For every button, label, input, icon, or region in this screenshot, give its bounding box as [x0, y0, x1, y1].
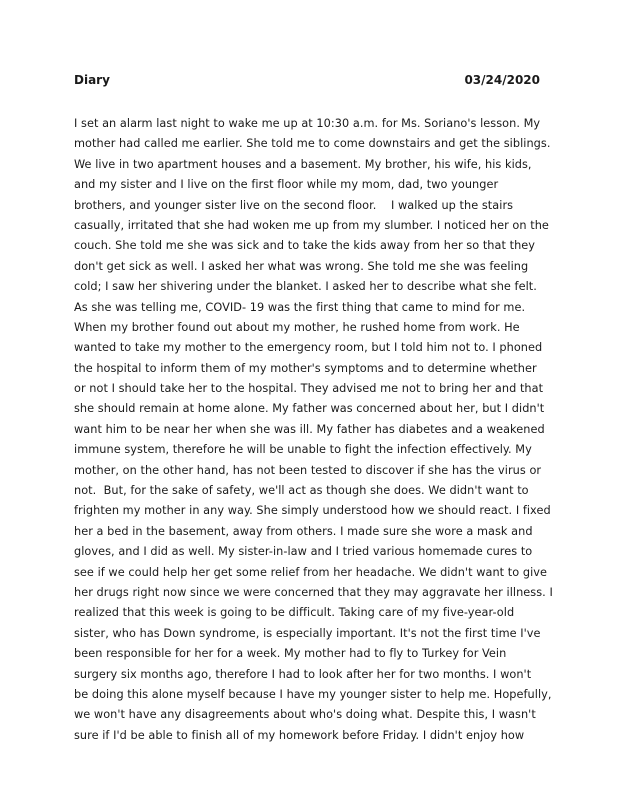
entry-line: be doing this alone myself because I have my younger sister to help me. Hopefully,	[74, 687, 552, 701]
entry-line: wanted to take my mother to the emergency room, but I told him not to. I phoned	[74, 341, 543, 355]
diary-date: 03/24/2020	[464, 73, 540, 87]
entry-line: been responsible for her for a week. My mother had to fly to Turkey for Vein	[74, 647, 507, 661]
entry-line: see if we could help her get some relief from her headache. We didn't want to give	[74, 565, 548, 579]
entry-line: don't get sick as well. I asked her what was wrong. She told me she was feeling	[74, 259, 529, 273]
entry-line: mother, on the other hand, has not been tested to discover if she has the virus or	[74, 463, 542, 477]
entry-line: we won't have any disagreements about who's doing what. Despite this, I wasn't	[74, 708, 536, 722]
entry-line: not. But, for the sake of safety, we'll act as though she does. We didn't want to	[74, 484, 529, 498]
entry-line: As she was telling me, COVID- 19 was the first thing that came to mind for me.	[74, 300, 526, 314]
entry-line: We live in two apartment houses and a basement. My brother, his wife, his kids,	[74, 157, 532, 171]
entry-line: and my sister and I live on the first floor while my mom, dad, two younger	[74, 178, 499, 192]
entry-line: surgery six months ago, therefore I had to look after her for two months. I won't	[74, 667, 532, 681]
diary-title: Diary	[74, 73, 110, 87]
entry-line: want him to be near her when she was ill. My father has diabetes and a weakened	[74, 422, 545, 436]
diary-entry	[74, 114, 553, 746]
entry-line: brothers, and younger sister live on the second floor. I walked up the stairs	[74, 198, 514, 212]
entry-line: cold; I saw her shivering under the blanket. I asked her to describe what she felt.	[74, 280, 537, 294]
entry-line: sister, who has Down syndrome, is especially important. It's not the first time I've	[74, 626, 541, 640]
entry-line: her drugs right now since we were concerned that they may aggravate her illness. I	[74, 585, 553, 599]
entry-line: her a bed in the basement, away from others. I made sure she wore a mask and	[74, 524, 533, 538]
entry-line: mother had called me earlier. She told me to come downstairs and get the siblings.	[74, 137, 551, 151]
diary-header	[74, 73, 540, 91]
entry-line: I set an alarm last night to wake me up at 10:30 a.m. for Ms. Soriano's lesson. My	[74, 117, 541, 130]
entry-line: When my brother found out about my mother, he rushed home from work. He	[74, 320, 520, 334]
entry-line: gloves, and I did as well. My sister-in-law and I tried various homemade cures to	[74, 545, 533, 559]
entry-line: she should remain at home alone. My father was concerned about her, but I didn't	[74, 402, 545, 416]
entry-line: realized that this week is going to be difficult. Taking care of my five-year-old	[74, 606, 515, 620]
entry-line: sure if I'd be able to finish all of my homework before Friday. I didn't enjoy how	[74, 728, 525, 742]
entry-line: the hospital to inform them of my mother's symptoms and to determine whether	[74, 361, 537, 375]
entry-line: frighten my mother in any way. She simply understood how we should react. I fixed	[74, 504, 551, 518]
entry-line: casually, irritated that she had woken me up from my slumber. I noticed her on the	[74, 218, 549, 232]
entry-line: immune system, therefore he will be unable to fight the infection effectively. My	[74, 443, 532, 457]
entry-line: or not I should take her to the hospital. They advised me not to bring her and that	[74, 382, 544, 396]
entry-line: couch. She told me she was sick and to take the kids away from her so that they	[74, 239, 536, 253]
